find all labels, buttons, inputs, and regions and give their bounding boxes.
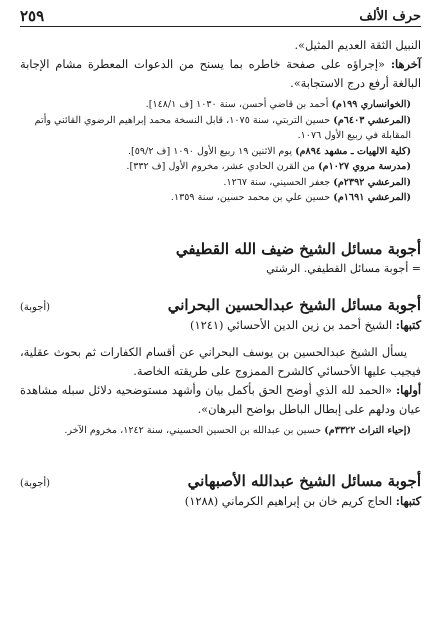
entry-qatifi	[20, 238, 421, 278]
manuscript-item	[20, 159, 411, 175]
incipit	[20, 381, 421, 419]
page-content	[20, 36, 421, 511]
running-header	[20, 6, 421, 27]
manuscript-ref: (كلية الالهيات ـ مشهد ٨٩٤م)	[295, 145, 411, 157]
entry-title: أجوبة مسائل الشيخ عبدالله الأصبهاني	[187, 472, 421, 490]
manuscript-item	[20, 175, 411, 191]
entry-title: أجوبة مسائل الشيخ عبدالحسين البحراني	[167, 295, 421, 314]
manuscript-item	[20, 190, 411, 206]
manuscript-note: من القرن الحادي عشر، مخروم الأول [ف ٣٣٢].	[126, 161, 316, 172]
manuscript-item	[20, 97, 411, 113]
category-tag: (أجوبة)	[20, 301, 51, 313]
entry-title-row	[20, 294, 421, 316]
ending-text: «إجراؤه على صفحة خاطره بما يسنح من الدعوات المعطرة مشام الإجابة البالغة أرفع درج الاستجابة».	[20, 57, 421, 90]
author-line	[20, 492, 421, 511]
author-label: كتبها:	[395, 494, 421, 508]
manuscript-note: أحمد بن قاضي أحسن، سنة ١٠٣٠ [ف ١٤٨/١].	[145, 99, 329, 110]
entry-title-row	[20, 470, 421, 492]
manuscript-item	[20, 113, 411, 144]
category-tag: (أجوبة)	[20, 478, 51, 489]
manuscript-ref: (إحياء التراث ٣٣٢٢م)	[324, 424, 411, 436]
continuation-line: النبيل الثقة العديم المثيل».	[294, 38, 421, 52]
description: يسأل الشيخ عبدالحسين بن يوسف البحراني عن أقسام الكفارات ثم بحوث عقلية، فيجيب عليها الأحسائي كالشرح الممزوج على طريقته الخاصة.	[20, 344, 421, 378]
cross-reference: = أجوبة مسائل القطيفي. الرشتي	[266, 261, 421, 275]
author-text: الحاج كريم خان بن إبراهيم الكرماني (١٢٨٨)	[184, 494, 393, 508]
manuscript-item	[20, 144, 411, 160]
section-title: حرف الألف	[359, 9, 421, 24]
incipit-text: «الحمد لله الذي أوضح الحق بأكمل بيان وأشهد مستوضحيه دلائل سبله مشاهدة عيان ودلهم على إبطال الباطل بواضح البرهان».	[20, 382, 421, 416]
entry-bahrani	[20, 294, 421, 439]
manuscript-ref: (المرعشي ٦٤٠٣م)	[333, 114, 411, 126]
ending-label: آخرها:	[390, 57, 421, 71]
manuscript-ref: (مدرسة مروي ١٠٢٧م)	[318, 161, 411, 172]
manuscript-ref: (المرعشي ٢٣٩٢م)	[333, 176, 411, 188]
manuscript-list	[20, 97, 421, 206]
entry-title: أجوبة مسائل الشيخ ضيف الله القطيفي	[175, 239, 421, 258]
entry-isfahani	[20, 470, 421, 511]
incipit-label: أولها:	[395, 382, 421, 397]
manuscript-note: حسين بن عبدالله بن الحسين الحسيني، سنة ١٢٤٢، مخروم الآخر.	[64, 424, 322, 436]
manuscript-note: يوم الاثنين ١٩ ربيع الأول ١٠٩٠ [ف ٥٩/٢].	[127, 145, 292, 157]
manuscript-ref: (المرعشي ١٦٩١م)	[333, 192, 411, 203]
ending-paragraph	[20, 55, 421, 93]
author-text: الشيخ أحمد بن زين الدين الأحسائي (١٢٤١)	[190, 317, 393, 332]
page-number: ٢٥٩	[20, 7, 45, 25]
manuscript-item	[20, 423, 411, 439]
author-line	[20, 316, 421, 335]
manuscript-note: حسين علي بن محمد حسين، سنة ١٣٥٩.	[170, 192, 331, 203]
author-label: كتبها:	[395, 317, 421, 332]
manuscript-ref: (الخوانساري ١٩٩م)	[331, 99, 411, 110]
manuscript-note: جعفر الحسيني، سنة ١٢٦٧.	[223, 176, 331, 188]
manuscript-note: حسين التربتي، سنة ١٠٧٥، قابل النسخة محمد إبراهيم الرضوي القائني وأتم المقابلة في ربيع الأول ١٠٧٦.	[34, 114, 411, 141]
